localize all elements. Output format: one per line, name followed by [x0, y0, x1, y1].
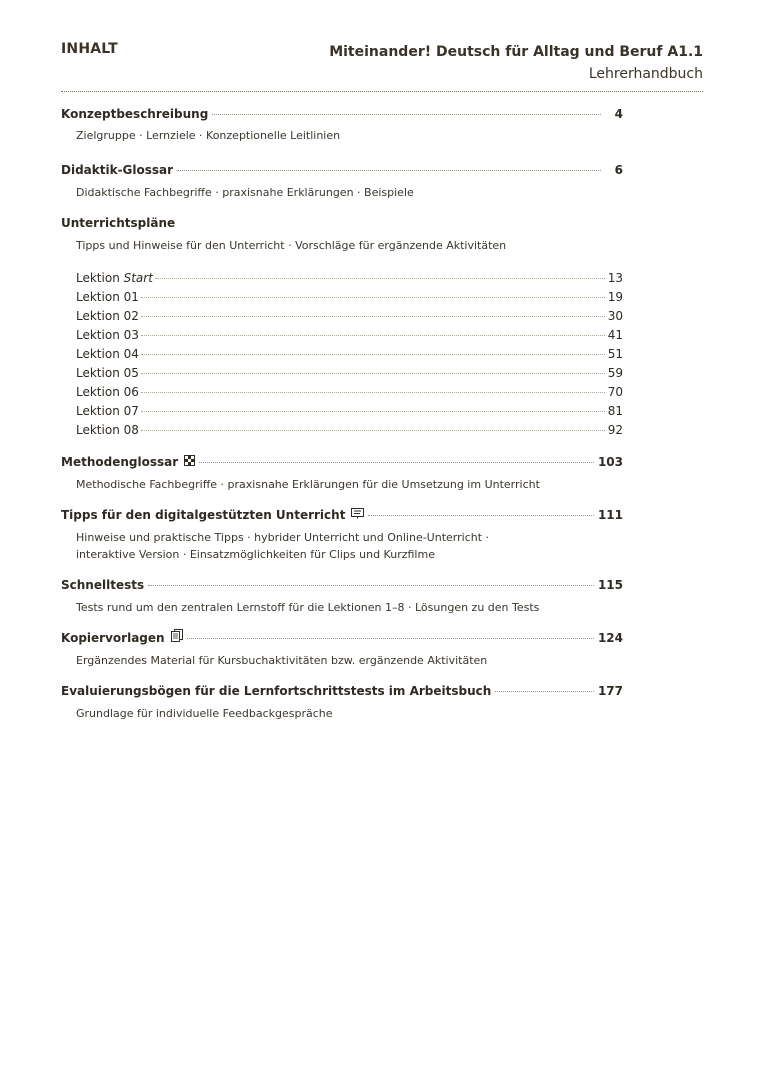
dot-leader — [141, 392, 605, 393]
lesson-prefix: Lektion 08 — [76, 423, 139, 437]
dot-leader — [368, 515, 594, 516]
toc-entry-page: 6 — [614, 163, 623, 177]
lesson-name: Start — [123, 271, 153, 285]
lesson-prefix: Lektion 04 — [76, 347, 139, 361]
dot-leader — [148, 585, 594, 586]
toc-entry-page: 4 — [614, 107, 623, 121]
dot-leader — [212, 114, 601, 115]
lesson-prefix: Lektion 05 — [76, 366, 139, 380]
book-subtitle: Lehrerhandbuch — [588, 66, 703, 82]
dot-leader — [141, 373, 605, 374]
lesson-prefix: Lektion — [76, 271, 124, 285]
toc-entry-unterrichtsplaene[interactable] — [61, 213, 623, 233]
toc-entry-title: Methodenglossar — [61, 455, 179, 469]
toc-entry-title: Kopiervorlagen — [61, 631, 165, 645]
lesson-prefix: Lektion 03 — [76, 328, 139, 342]
toc-page — [61, 0, 703, 1080]
lesson-prefix: Lektion 06 — [76, 385, 139, 399]
lesson-item[interactable] — [76, 345, 623, 364]
toc-entry-title: Schnelltests — [61, 578, 145, 592]
dot-leader — [141, 354, 605, 355]
toc-entry-description-line: Hinweise und praktische Tipps · hybrider Unterricht und Online-Unterricht · — [76, 531, 490, 544]
toc-entry-description: Ergänzendes Material für Kursbuchaktivitäten bzw. ergänzende Aktivitäten — [76, 654, 488, 667]
dot-leader — [141, 316, 605, 317]
toc-entry-description: Methodische Fachbegriffe · praxisnahe Erklärungen für die Umsetzung im Unterricht — [76, 478, 540, 491]
lesson-page: 13 — [607, 271, 623, 285]
header-divider — [61, 91, 703, 92]
dot-leader — [177, 170, 601, 171]
toc-entry-title: Unterrichtspläne — [61, 216, 176, 230]
document-icon — [171, 628, 183, 648]
lesson-item[interactable] — [76, 307, 623, 326]
lesson-page: 19 — [607, 290, 623, 304]
toc-entry-kopiervorlagen[interactable] — [61, 628, 623, 648]
toc-entry-evaluierungsboegen[interactable] — [61, 681, 623, 701]
lesson-page: 51 — [607, 347, 623, 361]
book-title: Miteinander! Deutsch für Alltag und Beruf A1.1 — [329, 44, 703, 60]
lesson-page: 30 — [607, 309, 623, 323]
lesson-prefix: Lektion 01 — [76, 290, 139, 304]
toc-entry-title: Evaluierungsbögen für die Lernfortschrittstests im Arbeitsbuch — [61, 684, 492, 698]
lesson-page: 92 — [607, 423, 623, 437]
toc-entry-digital[interactable] — [61, 505, 623, 525]
dot-leader — [141, 297, 605, 298]
dot-leader — [141, 335, 605, 336]
lesson-page: 81 — [607, 404, 623, 418]
toc-entry-description-line: interaktive Version · Einsatzmöglichkeiten für Clips und Kurzfilme — [76, 548, 435, 561]
toc-entry-page: 177 — [597, 684, 623, 698]
toc-entry-description: Tests rund um den zentralen Lernstoff für die Lektionen 1–8 · Lösungen zu den Tests — [76, 601, 540, 614]
toc-entry-page: 115 — [597, 578, 623, 592]
dot-leader — [141, 411, 605, 412]
toc-entry-page: 103 — [597, 455, 623, 469]
toc-entry-konzeptbeschreibung[interactable] — [61, 104, 623, 124]
lesson-item[interactable] — [76, 364, 623, 383]
toc-entry-schnelltests[interactable] — [61, 575, 623, 595]
lesson-page: 70 — [607, 385, 623, 399]
lesson-item[interactable] — [76, 383, 623, 402]
checker-icon — [184, 452, 195, 472]
lesson-item[interactable] — [76, 421, 623, 440]
toc-entry-description: Didaktische Fachbegriffe · praxisnahe Erklärungen · Beispiele — [76, 186, 414, 199]
lesson-item[interactable] — [76, 288, 623, 307]
toc-entry-title: Didaktik-Glossar — [61, 163, 174, 177]
toc-entry-description: Grundlage für individuelle Feedbackgespräche — [76, 707, 333, 720]
lesson-page: 59 — [607, 366, 623, 380]
toc-entry-page: 111 — [597, 508, 623, 522]
dot-leader — [155, 278, 605, 279]
toc-entry-page: 124 — [597, 631, 623, 645]
dot-leader — [495, 691, 594, 692]
lesson-item[interactable] — [76, 402, 623, 421]
toc-entry-title: Tipps für den digitalgestützten Unterricht — [61, 508, 346, 522]
book-header — [329, 41, 703, 85]
lesson-item[interactable] — [76, 326, 623, 345]
section-label: INHALT — [61, 41, 118, 57]
lesson-prefix: Lektion 07 — [76, 404, 139, 418]
toc-entry-description: Zielgruppe · Lernziele · Konzeptionelle Leitlinien — [76, 129, 341, 142]
toc-entry-description: Tipps und Hinweise für den Unterricht · Vorschläge für ergänzende Aktivitäten — [76, 239, 507, 252]
lesson-page: 41 — [607, 328, 623, 342]
toc-entry-methodenglossar[interactable] — [61, 452, 623, 472]
toc-entry-title: Konzeptbeschreibung — [61, 107, 209, 121]
dot-leader — [187, 638, 594, 639]
lesson-item[interactable] — [76, 269, 623, 288]
screen-icon — [351, 505, 364, 525]
lesson-prefix: Lektion 02 — [76, 309, 139, 323]
toc-entry-didaktik-glossar[interactable] — [61, 160, 623, 180]
dot-leader — [141, 430, 605, 431]
dot-leader — [199, 462, 594, 463]
